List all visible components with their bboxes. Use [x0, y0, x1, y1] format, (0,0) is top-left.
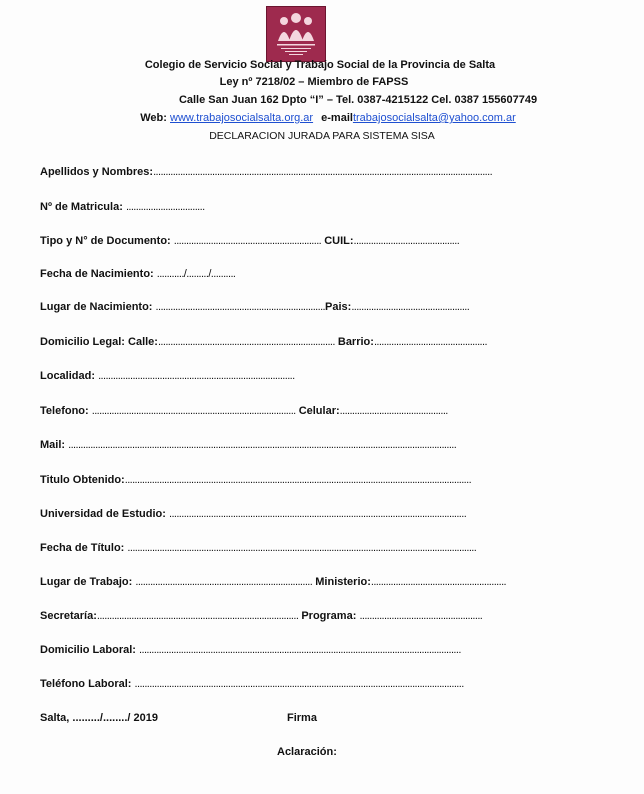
organization-title: Colegio de Servicio Social y Trabajo Social de la Provincia de Salta: [144, 59, 496, 71]
contact-line: [6, 112, 644, 124]
fecha-titulo-label: Fecha de Título:: [40, 542, 125, 554]
field-mail: Mail: ..............................................................................................................................................................: [40, 439, 457, 451]
fecha-nacimiento-label: Fecha de Nacimiento:: [40, 268, 154, 280]
web-link[interactable]: www.trabajosocialsalta.org.ar: [170, 112, 314, 124]
field-documento: Tipo y N° de Documento: ............................................................ CUIL:...........................................: [40, 235, 460, 247]
field-domicilio-laboral: Domicilio Laboral: ...................................................................................................................................: [40, 644, 461, 656]
field-apellidos: Apellidos y Nombres:..........................................................................................................................................: [40, 166, 493, 178]
address-line: Calle San Juan 162 Dpto “I” – Tel. 0387-4215122 Cel. 0387 155607749: [178, 94, 538, 106]
field-telefono: Telefono: ................................................................................... Celular:............................................: [40, 405, 448, 417]
firma-label: Firma: [287, 712, 317, 724]
celular-label: Celular:: [298, 405, 340, 417]
pais-label: Pais:: [325, 301, 352, 313]
field-secretaria: Secretaría:.................................................................................. Programa: ..................................................: [40, 610, 483, 622]
programa-label: Programa:: [301, 610, 357, 622]
localidad-label: Localidad:: [40, 370, 96, 382]
universidad-label: Universidad de Estudio:: [40, 508, 166, 520]
field-lugar-nacimiento: Lugar de Nacimiento: .....................................................................Pais:................................................: [40, 301, 470, 313]
barrio-label: Barrio:: [337, 336, 374, 348]
field-fecha-nacimiento: [40, 268, 235, 280]
ministerio-label: Ministerio:: [315, 576, 371, 588]
fecha-nacimiento-blank: .........../........./..........: [156, 268, 236, 280]
matricula-label: Nº de Matricula:: [40, 201, 123, 213]
mail-label: Mail:: [40, 439, 66, 451]
people-logo-icon: [267, 7, 325, 61]
document-subtitle: DECLARACION JURADA PARA SISTEMA SISA: [209, 130, 435, 142]
field-telefono-laboral: Teléfono Laboral: ......................................................................................................................................: [40, 678, 464, 690]
field-universidad: Universidad de Estudio: .........................................................................................................................: [40, 508, 467, 520]
field-fecha-titulo: Fecha de Título: ..............................................................................................................................................: [40, 542, 477, 554]
cuil-label: CUIL:: [324, 235, 354, 247]
telefono-label: Telefono:: [40, 405, 89, 417]
email-label: e-mail: [321, 112, 353, 124]
place-date-line: Salta, ........./......../ 2019: [40, 712, 158, 724]
email-link[interactable]: trabajosocialsalta@yahoo.com.ar: [352, 112, 516, 124]
association-logo-icon: [266, 6, 326, 62]
lugar-trabajo-label: Lugar de Trabajo:: [40, 576, 133, 588]
secretaria-label: Secretaría:: [40, 610, 97, 622]
field-lugar-trabajo: Lugar de Trabajo: ........................................................................ Ministerio:.......................................................: [40, 576, 506, 588]
lugar-nacimiento-label: Lugar de Nacimiento:: [40, 301, 153, 313]
apellidos-label: Apellidos y Nombres:: [40, 166, 154, 178]
domicilio-laboral-label: Domicilio Laboral:: [40, 644, 136, 656]
titulo-label: Titulo Obtenido:: [40, 474, 125, 486]
law-line: Ley nº 7218/02 – Miembro de FAPSS: [219, 76, 409, 88]
field-domicilio-legal: Domicilio Legal: Calle:........................................................................ Barrio:..............................................: [40, 336, 487, 348]
field-titulo: Titulo Obtenido:.............................................................................................................................................: [40, 474, 472, 486]
web-label: Web:: [140, 112, 167, 124]
telefono-laboral-label: Teléfono Laboral:: [40, 678, 132, 690]
domicilio-legal-label: Domicilio Legal: Calle:: [40, 336, 158, 348]
field-localidad: Localidad: ................................................................................: [40, 370, 295, 382]
aclaracion-label: Aclaración:: [277, 746, 337, 758]
documento-label: Tipo y N° de Documento:: [40, 235, 171, 247]
field-matricula: Nº de Matricula: ................................: [40, 201, 205, 213]
